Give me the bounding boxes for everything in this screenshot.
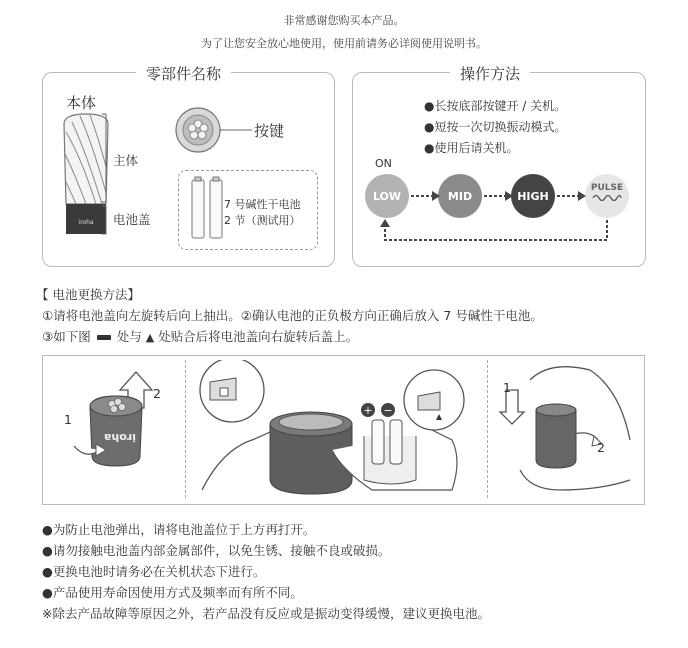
note-item: ●请勿接触电池盖内部金属部件，以免生锈、接触不良或破损。 — [42, 543, 391, 558]
operation-instructions — [424, 96, 566, 159]
svg-text:+: + — [363, 404, 373, 417]
step3-text-c: 处贴合后将电池盖向右旋转后盖上。 — [158, 329, 359, 344]
mode-mid: MID — [438, 174, 482, 218]
battery-spec-line1: 7 号碱性干电池 — [224, 198, 301, 211]
operation-item: ●短按一次切换振动模式。 — [424, 120, 567, 134]
operation-item: ●长按底部按键开 / 关机。 — [424, 99, 567, 113]
battery-cover-label: 电池盖 — [113, 212, 151, 227]
note-item: ●产品使用寿命因使用方式及频率而有所不同。 — [42, 585, 303, 600]
battery-step-3 — [42, 327, 358, 345]
body-label: 本体 — [66, 94, 97, 112]
flat-mark-icon — [97, 335, 111, 340]
step3-text-b: 处与 — [116, 329, 142, 344]
mode-pulse-label: PULSE — [590, 183, 624, 193]
fig3-step-2: 2 — [597, 440, 605, 455]
figure-replace-cover — [490, 360, 640, 500]
operation-item: ●使用后请关机。 — [424, 141, 519, 155]
note-item: ※除去产品故障等原因之外，若产品没有反应或是振动变得缓慢，建议更换电池。 — [42, 606, 490, 621]
fig1-step-2: 2 — [153, 386, 161, 401]
battery-step-1-2: ①请将电池盖向左旋转后向上抽出。②确认电池的正负极方向正确后放入 7 号碱性干电池。 — [42, 308, 543, 323]
note-item: ●为防止电池弹出，请将电池盖位于上方再打开。 — [42, 522, 316, 537]
mode-low: LOW — [365, 174, 409, 218]
figure-divider — [487, 360, 489, 498]
figure-insert-battery — [192, 360, 482, 500]
fig1-step-1: 1 — [64, 412, 72, 427]
button-label: 按键 — [254, 122, 285, 140]
mode-high: HIGH — [511, 174, 555, 218]
operation-title: 操作方法 — [450, 63, 530, 84]
on-label: ON — [375, 157, 392, 170]
button-illustration — [174, 106, 254, 156]
parts-title: 零部件名称 — [136, 63, 231, 84]
battery-heading: 【 电池更换方法】 — [36, 287, 140, 302]
svg-text:−: − — [383, 404, 393, 417]
battery-spec-line2: 2 节（测试用） — [224, 214, 301, 227]
intro-line-2: 为了让您安全放心地使用，使用前请务必详阅使用说明书。 — [201, 37, 487, 50]
device-logo: iroha — [78, 219, 94, 226]
battery-icon — [190, 176, 226, 242]
triangle-mark-icon: ▲ — [145, 331, 155, 344]
fig3-step-1: 1 — [503, 380, 511, 395]
figure-logo: iroha — [103, 431, 137, 444]
step3-text-a: ③如下图 — [42, 329, 91, 344]
notes-list — [42, 519, 490, 624]
figure-remove-cover — [56, 360, 176, 500]
intro-line-1: 非常感谢您购买本产品。 — [283, 14, 405, 27]
mode-flow-arrows — [352, 170, 644, 250]
figure-divider — [185, 360, 187, 498]
note-item: ●更换电池时请务必在关机状态下进行。 — [42, 564, 266, 579]
main-body-label: 主体 — [113, 153, 139, 168]
